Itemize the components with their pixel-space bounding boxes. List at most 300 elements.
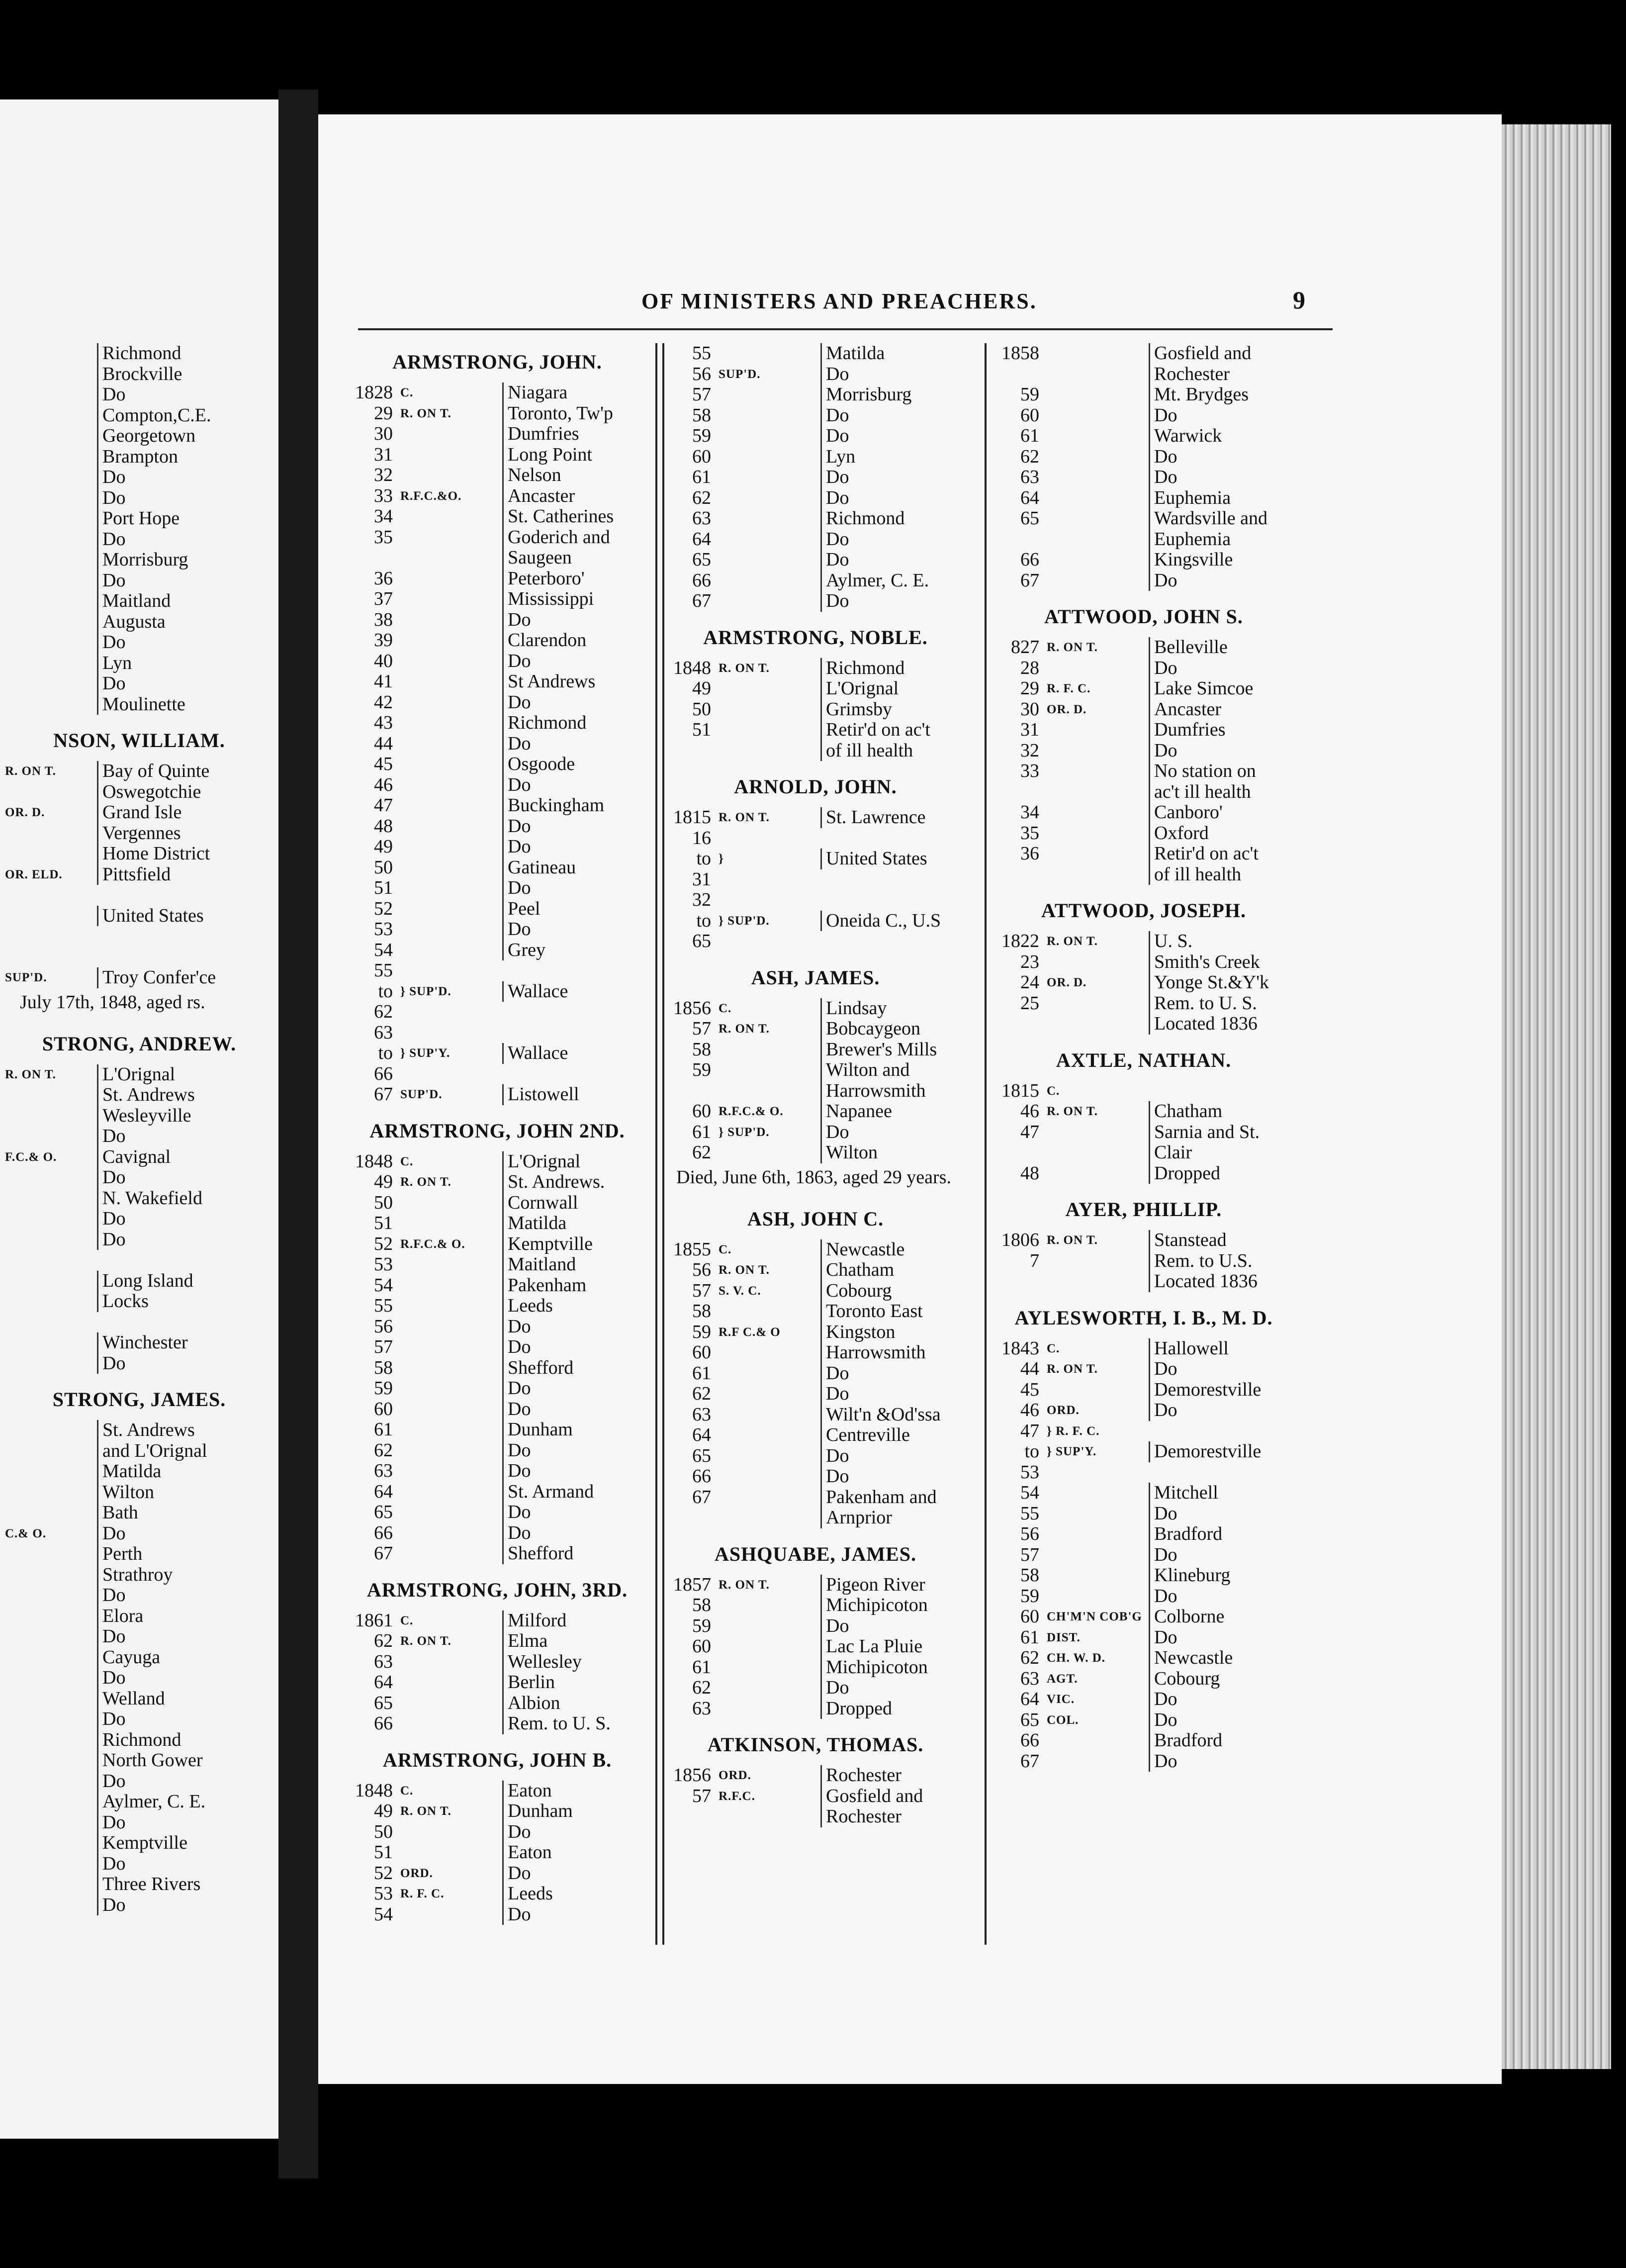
year-cell: 65: [692, 1445, 711, 1466]
appointment-row: [5, 782, 273, 803]
appointment-row: [5, 673, 273, 694]
station-cell: Do: [1149, 1545, 1177, 1566]
appointment-row: [343, 1523, 651, 1544]
appointment-row: [5, 1420, 273, 1441]
appointment-row: [5, 405, 273, 426]
year-cell: 1822: [1001, 931, 1039, 951]
station-cell: Do: [502, 919, 531, 940]
minister-name: ARMSTRONG, JOHN B.: [382, 1748, 612, 1771]
minister-name: ASH, JOHN C.: [747, 1207, 884, 1230]
station-cell: Vergennes: [97, 823, 181, 844]
station-cell: Rochester: [820, 1765, 902, 1786]
appointment-row: [343, 940, 651, 961]
station-cell: St. Andrews: [97, 1085, 195, 1106]
appointment-row: [343, 486, 651, 507]
minister-name: ASH, JAMES.: [751, 966, 880, 989]
station-cell: Do: [502, 651, 531, 672]
status-cell: R. ON T.: [5, 764, 56, 778]
year-cell: 53: [1020, 1461, 1039, 1483]
status-cell: ORD.: [719, 1769, 751, 1782]
appointment-row: [5, 570, 273, 591]
station-cell: Berlin: [502, 1672, 555, 1693]
status-cell: R. ON T.: [1047, 935, 1098, 948]
appointment-row: [990, 570, 1298, 591]
column-left-page: [5, 343, 273, 1922]
year-cell: 60: [692, 1636, 711, 1657]
year-cell: 30: [374, 423, 393, 444]
minister-entry: [343, 1741, 651, 1925]
station-cell: Retir'd on ac't: [1149, 844, 1259, 864]
station-cell: Wardsville and: [1149, 508, 1267, 529]
status-cell: OR. ELD.: [5, 867, 63, 881]
station-cell: Ancaster: [502, 486, 575, 507]
appointment-row: [661, 1142, 970, 1163]
year-cell: 66: [374, 1713, 393, 1734]
appointment-row: [5, 1441, 273, 1462]
station-cell: Michipicoton: [820, 1595, 928, 1616]
station-cell: Do: [97, 529, 125, 550]
status-cell: } SUP'Y.: [400, 1046, 451, 1060]
appointment-row: [661, 1678, 970, 1699]
year-cell: 57: [692, 1280, 711, 1301]
appointment-row: [5, 591, 273, 612]
year-cell: 53: [374, 1254, 393, 1275]
year-cell: 65: [374, 1692, 393, 1713]
year-cell: 65: [1020, 508, 1039, 529]
status-cell: R. ON T.: [719, 811, 770, 824]
minister-entry: [990, 1191, 1298, 1292]
year-cell: 31: [374, 444, 393, 465]
appointment-row: [343, 1084, 651, 1105]
status-cell: CH. W. D.: [1047, 1651, 1106, 1665]
appointment-row: [990, 1462, 1298, 1483]
station-cell: Saugeen: [502, 548, 572, 568]
station-cell: Locks: [97, 1291, 149, 1312]
year-cell: 41: [374, 671, 393, 692]
year-cell: 35: [374, 526, 393, 548]
year-cell: 63: [374, 1651, 393, 1672]
status-cell: R. ON T.: [1047, 641, 1098, 654]
station-cell: Cayuga: [97, 1647, 160, 1668]
appointment-row: [990, 1730, 1298, 1751]
year-cell: 59: [1020, 1585, 1039, 1606]
station-cell: Do: [97, 488, 125, 509]
minister-entry: [990, 1299, 1298, 1772]
appointment-row: [5, 1606, 273, 1627]
year-cell: 66: [1020, 1730, 1039, 1751]
station-cell: Do: [1149, 1586, 1177, 1607]
station-cell: Do: [1149, 570, 1177, 591]
year-cell: 45: [374, 754, 393, 774]
station-cell: Oswegotchie: [97, 782, 201, 803]
status-cell: SUP'D.: [719, 367, 761, 381]
year-cell: 7: [1030, 1250, 1039, 1271]
year-cell: 1848: [355, 1150, 393, 1172]
appointment-row: [343, 610, 651, 631]
station-cell: Do: [502, 1337, 531, 1358]
appointment-row: [343, 816, 651, 837]
appointment-row: [990, 1504, 1298, 1524]
appointment-row: [343, 1461, 651, 1482]
year-cell: 67: [692, 1486, 711, 1508]
year-cell: 58: [692, 1595, 711, 1615]
appointment-row: [343, 630, 651, 651]
appointment-row: [661, 1595, 970, 1616]
appointment-row: [343, 713, 651, 734]
status-cell: ORD.: [400, 1866, 433, 1880]
appointment-row: [5, 653, 273, 674]
appointment-row: [5, 1126, 273, 1147]
station-cell: Oneida C., U.S: [820, 911, 941, 932]
year-cell: 65: [1020, 1709, 1039, 1730]
appointment-row: [661, 508, 970, 529]
station-cell: Toronto, Tw'p: [502, 403, 613, 424]
appointment-row: [343, 857, 651, 878]
appointment-row: [343, 837, 651, 857]
year-cell: 62: [1020, 446, 1039, 467]
station-cell: Smith's Creek: [1149, 952, 1260, 973]
status-cell: VIC.: [1047, 1693, 1075, 1706]
year-cell: 67: [374, 1084, 393, 1105]
station-cell: Do: [502, 1822, 531, 1843]
page-header-title: OF MINISTERS AND PREACHERS.: [641, 289, 1037, 313]
year-cell: 1857: [673, 1574, 711, 1595]
year-cell: 63: [374, 1022, 393, 1043]
year-cell: 64: [374, 1672, 393, 1693]
appointment-row: [990, 1400, 1298, 1421]
appointment-row: [661, 828, 970, 849]
year-cell: 49: [374, 836, 393, 857]
station-cell: Long Point: [502, 445, 592, 466]
year-cell: 1828: [355, 382, 393, 403]
appointment-row: [5, 864, 273, 885]
year-cell: 61: [374, 1419, 393, 1440]
minister-name: AXTLE, NATHAN.: [1056, 1048, 1232, 1071]
station-cell: St. Catherines: [502, 506, 614, 527]
appointment-row: [661, 1657, 970, 1678]
year-cell: 60: [692, 1101, 711, 1122]
appointment-row: [343, 1064, 651, 1085]
minister-name: ARNOLD, JOHN.: [734, 775, 897, 798]
station-cell: Dropped: [820, 1699, 892, 1719]
station-cell: Osgoode: [502, 754, 575, 775]
column-divider: [985, 343, 987, 1945]
year-cell: 32: [692, 889, 711, 910]
station-cell: Napanee: [820, 1101, 892, 1122]
year-cell: 1856: [673, 1765, 711, 1786]
minister-entry: [5, 343, 273, 715]
station-cell: St. Andrews.: [502, 1172, 605, 1193]
appointment-row: [990, 1421, 1298, 1442]
station-cell: Shefford: [502, 1358, 573, 1379]
year-cell: 57: [692, 1785, 711, 1806]
station-cell: Long Island: [97, 1271, 193, 1292]
appointment-row: [990, 1338, 1298, 1359]
station-cell: Milford: [502, 1610, 566, 1631]
station-cell: Canboro': [1149, 802, 1223, 823]
appointment-row: [661, 1363, 970, 1384]
appointment-row: [5, 1167, 273, 1188]
appointment-row: [990, 1586, 1298, 1607]
appointment-row: [990, 1545, 1298, 1566]
appointment-row: [343, 692, 651, 713]
station-cell: Do: [97, 1523, 125, 1544]
appointment-row: [343, 589, 651, 610]
station-cell: Port Hope: [97, 508, 180, 529]
status-cell: } SUP'Y.: [1047, 1445, 1097, 1458]
station-cell: L'Orignal: [97, 1064, 175, 1085]
station-cell: of ill health: [1149, 864, 1241, 885]
appointment-row: [661, 1806, 970, 1827]
year-cell: 62: [374, 1439, 393, 1461]
appointment-row: [661, 1060, 970, 1081]
appointment-row: [343, 1822, 651, 1843]
appointment-row: [343, 1610, 651, 1631]
minister-entry: [661, 1726, 970, 1827]
station-cell: Cavignal: [97, 1147, 171, 1168]
station-cell: Morrisburg: [820, 384, 911, 405]
station-cell: Bradford: [1149, 1524, 1222, 1545]
appointment-row: [5, 1209, 273, 1229]
station-cell: Buckingham: [502, 795, 604, 816]
appointment-row: [661, 1122, 970, 1143]
station-cell: Do: [820, 591, 849, 612]
station-cell: St Andrews: [502, 671, 595, 692]
station-cell: Do: [1149, 658, 1177, 679]
status-cell: SUP'D.: [5, 971, 47, 984]
station-cell: Bobcaygeon: [820, 1019, 920, 1040]
status-cell: OR. D.: [1047, 976, 1087, 989]
station-cell: Do: [502, 837, 531, 857]
station-cell: Retir'd on ac't: [820, 720, 930, 741]
appointment-row: [990, 508, 1298, 529]
year-cell: 29: [374, 402, 393, 424]
status-cell: }: [719, 852, 724, 865]
status-cell: CH'M'N COB'G: [1047, 1610, 1142, 1623]
station-cell: Morrisburg: [97, 550, 188, 570]
appointment-row: [990, 1524, 1298, 1545]
year-cell: 63: [692, 1698, 711, 1719]
status-cell: } SUP'D.: [400, 984, 452, 998]
appointment-row: [661, 720, 970, 741]
appointment-row: [990, 467, 1298, 488]
appointment-row: [990, 1441, 1298, 1462]
appointment-row: [5, 1854, 273, 1875]
station-cell: Rem. to U.S.: [1149, 1251, 1252, 1272]
year-cell: 62: [374, 1001, 393, 1022]
station-cell: Albion: [502, 1693, 560, 1714]
station-cell: Brampton: [97, 447, 178, 468]
station-cell: Do: [820, 1616, 849, 1637]
status-cell: S. V. C.: [719, 1284, 761, 1298]
station-cell: Home District: [97, 844, 210, 864]
station-cell: Matilda: [820, 343, 885, 364]
station-cell: Do: [1149, 741, 1177, 761]
appointment-row: [990, 1710, 1298, 1731]
appointment-row: [343, 1631, 651, 1652]
year-cell: 1815: [1001, 1080, 1039, 1101]
station-cell: Do: [820, 467, 849, 488]
minister-name: NSON, WILLIAM.: [53, 729, 225, 752]
year-cell: to: [378, 980, 393, 1002]
station-cell: Do: [502, 775, 531, 796]
station-cell: Harrowsmith: [820, 1081, 926, 1102]
appointment-row: [990, 1081, 1298, 1102]
station-cell: Klineburg: [1149, 1565, 1230, 1586]
year-cell: 64: [692, 528, 711, 550]
appointment-row: [661, 1466, 970, 1487]
station-cell: of ill health: [820, 741, 913, 761]
appointment-row: [5, 1771, 273, 1792]
year-cell: 61: [692, 1121, 711, 1142]
status-cell: C.: [400, 386, 414, 399]
year-cell: 28: [1020, 657, 1039, 678]
station-cell: Newcastle: [1149, 1648, 1233, 1669]
column-1: [343, 343, 651, 1932]
appointment-row: [5, 1271, 273, 1292]
appointment-row: [661, 1508, 970, 1528]
appointment-row: [661, 1425, 970, 1446]
appointment-row: [661, 591, 970, 612]
station-cell: Do: [1149, 1751, 1177, 1772]
appointment-row: [5, 802, 273, 823]
station-cell: Do: [820, 1678, 849, 1699]
appointment-row: [343, 445, 651, 466]
station-cell: Winchester: [97, 1332, 188, 1353]
year-cell: 52: [374, 898, 393, 919]
station-cell: Dunham: [502, 1419, 573, 1440]
appointment-row: [661, 426, 970, 447]
status-cell: } R. F. C.: [1047, 1424, 1100, 1438]
year-cell: 67: [1020, 1750, 1039, 1772]
station-cell: Leeds: [502, 1884, 553, 1904]
station-cell: St. Andrews: [97, 1420, 195, 1441]
appointment-row: [5, 1291, 273, 1312]
station-cell: Eaton: [502, 1842, 552, 1863]
appointment-row: [990, 1359, 1298, 1380]
appointment-row: [661, 1081, 970, 1102]
status-cell: } SUP'D.: [719, 914, 770, 928]
year-cell: 54: [374, 1903, 393, 1925]
station-cell: Newcastle: [820, 1239, 904, 1260]
station-cell: Do: [97, 632, 125, 653]
status-cell: R. ON T.: [719, 1578, 770, 1592]
year-cell: 56: [692, 363, 711, 384]
appointment-row: [661, 1342, 970, 1363]
station-cell: Do: [502, 734, 531, 755]
year-cell: 33: [374, 485, 393, 506]
appointment-row: [5, 906, 273, 927]
station-cell: Do: [820, 1363, 849, 1384]
year-cell: 64: [692, 1424, 711, 1445]
year-cell: 60: [374, 1398, 393, 1419]
year-cell: 42: [374, 691, 393, 713]
appointment-row: [990, 529, 1298, 550]
appointment-row: [661, 1786, 970, 1807]
year-cell: 44: [1020, 1358, 1039, 1379]
appointment-row: [343, 548, 651, 568]
appointment-row: [661, 1765, 970, 1786]
station-cell: Harrowsmith: [820, 1342, 926, 1363]
appointment-row: [990, 699, 1298, 720]
appointment-row: [661, 699, 970, 720]
year-cell: 62: [692, 1383, 711, 1404]
appointment-row: [990, 1142, 1298, 1163]
station-cell: Mississippi: [502, 589, 594, 610]
station-cell: Cobourg: [820, 1281, 892, 1302]
year-cell: 58: [692, 404, 711, 426]
year-cell: 47: [374, 795, 393, 816]
appointment-row: [5, 1689, 273, 1709]
minister-name: ATKINSON, THOMAS.: [707, 1733, 924, 1756]
station-cell: Wilton: [820, 1142, 878, 1163]
appointment-row: [661, 869, 970, 890]
appointment-row: [343, 1358, 651, 1379]
station-cell: Grey: [502, 940, 545, 961]
minister-name: ARMSTRONG, NOBLE.: [703, 626, 928, 649]
station-cell: Shefford: [502, 1543, 573, 1564]
appointment-row: [343, 1151, 651, 1172]
year-cell: 1858: [1001, 343, 1039, 364]
station-cell: Rem. to U. S.: [502, 1713, 611, 1734]
year-cell: 16: [692, 827, 711, 849]
appointment-row: [343, 527, 651, 548]
station-cell: Do: [820, 488, 849, 509]
year-cell: 58: [374, 1357, 393, 1378]
station-cell: Do: [820, 550, 849, 570]
appointment-row: [343, 1378, 651, 1399]
appointment-row: [661, 1101, 970, 1122]
appointment-row: [5, 1812, 273, 1833]
station-cell: Wilt'n &Od'ssa: [820, 1405, 941, 1425]
appointment-row: [343, 651, 651, 672]
year-cell: 63: [374, 1460, 393, 1481]
appointment-row: [5, 1833, 273, 1854]
appointment-row: [990, 844, 1298, 864]
station-cell: Chatham: [820, 1260, 894, 1281]
station-cell: Grimsby: [820, 699, 892, 720]
year-cell: 51: [374, 1842, 393, 1863]
appointment-row: [661, 570, 970, 591]
year-cell: 63: [1020, 467, 1039, 487]
year-cell: 1855: [673, 1238, 711, 1260]
appointment-row: [990, 1230, 1298, 1251]
year-cell: 36: [1020, 843, 1039, 864]
appointment-row: [343, 1399, 651, 1420]
appointment-row: [343, 1713, 651, 1734]
appointment-row: [990, 658, 1298, 679]
status-cell: C.: [400, 1154, 414, 1168]
year-cell: 59: [692, 1321, 711, 1342]
appointment-row: [990, 1271, 1298, 1292]
station-cell: Do: [97, 1812, 125, 1833]
year-cell: 37: [374, 588, 393, 609]
minister-entry: [5, 1025, 273, 1374]
appointment-row: [661, 931, 970, 952]
appointment-row: [5, 761, 273, 782]
year-cell: 50: [374, 1192, 393, 1213]
appointment-row: [5, 1585, 273, 1606]
appointment-row: [343, 1193, 651, 1214]
station-cell: Lake Simcoe: [1149, 678, 1253, 699]
status-cell: R. F. C.: [1047, 682, 1091, 695]
year-cell: 56: [692, 1259, 711, 1280]
year-cell: 49: [692, 678, 711, 699]
appointment-row: [990, 364, 1298, 385]
status-cell: R.F.C.& O.: [400, 1237, 465, 1251]
appointment-row: [5, 1668, 273, 1689]
year-cell: 49: [374, 1171, 393, 1192]
